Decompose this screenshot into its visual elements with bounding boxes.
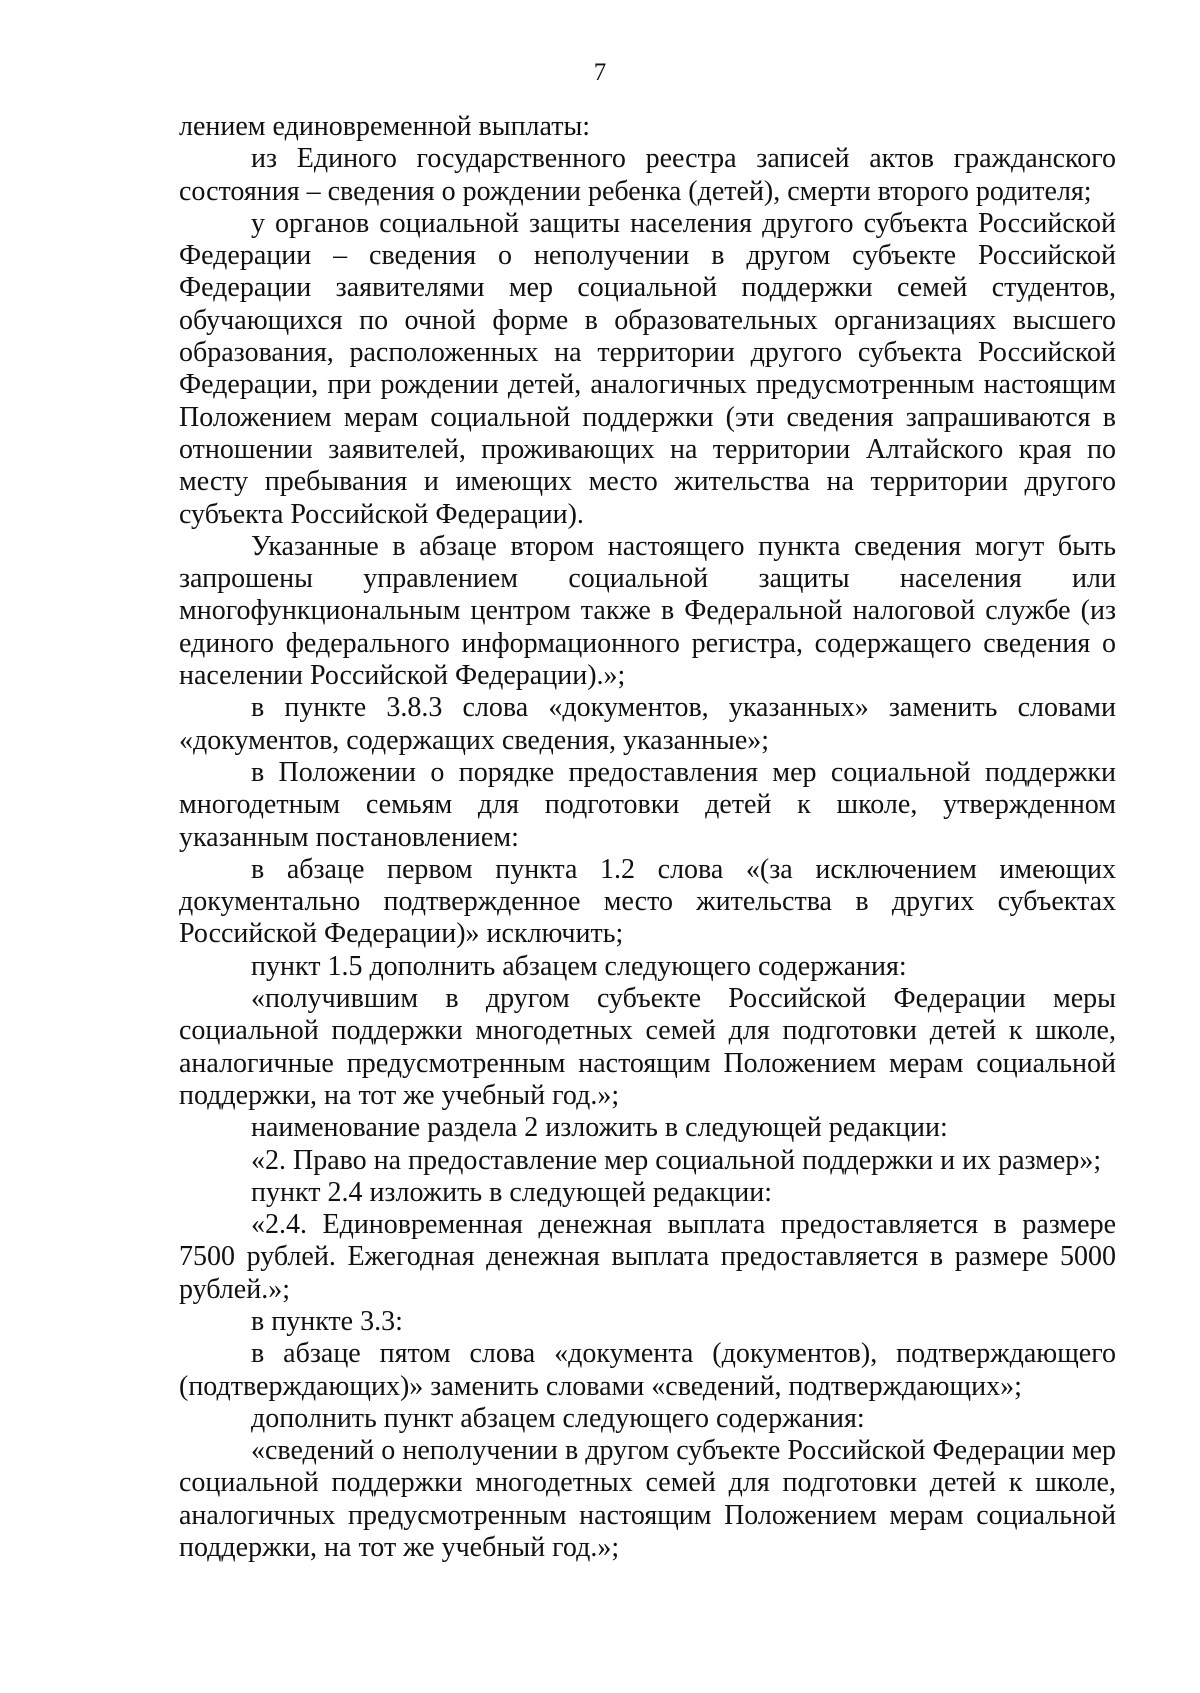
- paragraph: пункт 2.4 изложить в следующей редакции:: [251, 1176, 772, 1208]
- paragraph: в абзаце пятом слова «документа (документов), подтверждающего (подтверждающих)» заменить словами «сведений, подтверждающих»;: [179, 1338, 1116, 1402]
- paragraph: «2. Право на предоставление мер социальной поддержки и их размер»;: [251, 1144, 1102, 1176]
- paragraph: «получившим в другом субъекте Российской Федерации меры социальной поддержки многодетных семей для подготовки детей к школе, аналогичные предусмотренным настоящим Положением мерам социальной поддержки, на тот же учебный год.»;: [179, 983, 1116, 1111]
- paragraph: из Единого государственного реестра записей актов гражданского состояния – сведения о рождении ребенка (детей), смерти второго родителя;: [179, 143, 1116, 207]
- paragraph: в Положении о порядке предоставления мер социальной поддержки многодетным семьям для подготовки детей к школе, утвержденном указанным постановлением:: [179, 756, 1116, 853]
- paragraph: «сведений о неполучении в другом субъекте Российской Федерации мер социальной поддержки многодетных семей для подготовки детей к школе, аналогичных предусмотренным настоящим Положением мерам социальной поддержки, на тот же учебный год.»;: [179, 1435, 1116, 1564]
- paragraph: у органов социальной защиты населения другого субъекта Российской Федерации – сведения о неполучении в другом субъекте Российской Федерации заявителями мер социальной поддержки семей студентов, обучающихся по очной форме в образовательных организациях высшего образования, расположенных на территории другого субъекта Российской Федерации, при рождении детей, аналогичных предусмотренным настоящим Положением мерам социальной поддержки (эти сведения запрашиваются в отношении заявителей, проживающих на территории Алтайского края по месту пребывания и имеющих место жительства на территории другого субъекта Российской Федерации).: [179, 207, 1116, 530]
- document-body: [179, 111, 1116, 1564]
- page-number: 7: [593, 59, 607, 86]
- paragraph: в абзаце первом пункта 1.2 слова «(за исключением имеющих документально подтвержденное место жительства в других субъектах Российской Федерации)» исключить;: [179, 853, 1116, 950]
- paragraph: пункт 1.5 дополнить абзацем следующего содержания:: [251, 950, 907, 982]
- paragraph: в пункте 3.8.3 слова «документов, указанных» заменить словами «документов, содержащих сведения, указанные»;: [179, 692, 1116, 756]
- paragraph: «2.4. Единовременная денежная выплата предоставляется в размере 7500 рублей. Ежегодная денежная выплата предоставляется в размере 5000 рублей.»;: [179, 1209, 1116, 1305]
- paragraph: в пункте 3.3:: [251, 1305, 403, 1337]
- paragraph: Указанные в абзаце втором настоящего пункта сведения могут быть запрошены управлением социальной защиты населения или многофункциональным центром также в Федеральной налоговой службе (из единого федерального информационного регистра, содержащего сведения о населении Российской Федерации).»;: [179, 530, 1116, 692]
- paragraph: наименование раздела 2 изложить в следующей редакции:: [251, 1112, 948, 1144]
- paragraph: дополнить пункт абзацем следующего содержания:: [251, 1402, 865, 1434]
- paragraph-continuation: лением единовременной выплаты:: [179, 111, 591, 142]
